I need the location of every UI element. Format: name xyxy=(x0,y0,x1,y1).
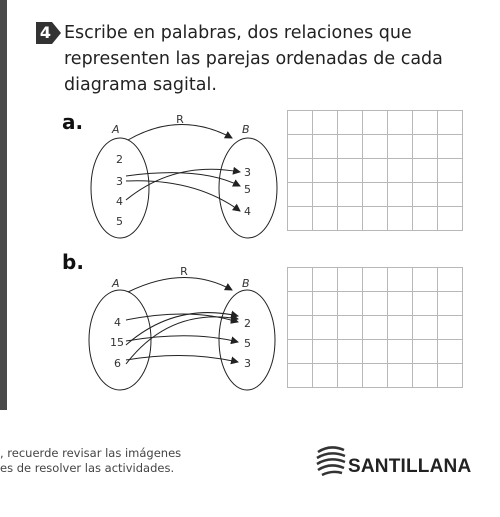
santillana-logo-icon xyxy=(314,442,348,484)
relation-name: R xyxy=(176,113,184,126)
item-label-b: b. xyxy=(62,250,84,274)
set-b-element: 5 xyxy=(244,337,251,350)
footer-line: es de resolver las actividades. xyxy=(0,461,175,475)
set-a-element: 2 xyxy=(116,153,123,166)
sagittal-diagram-a xyxy=(80,108,280,248)
answer-grid-a[interactable] xyxy=(287,110,463,231)
set-a-element: 4 xyxy=(114,316,121,329)
sagittal-diagram-b xyxy=(80,262,280,402)
answer-grid-b[interactable] xyxy=(287,267,463,388)
set-a-name: A xyxy=(112,123,120,136)
set-a-name: A xyxy=(112,277,120,290)
relation-arrow xyxy=(128,277,232,292)
set-b-element: 2 xyxy=(244,317,251,330)
set-a-element: 15 xyxy=(110,336,124,349)
brand-logo xyxy=(314,442,474,484)
set-b-name: B xyxy=(242,277,250,290)
exercise-number-badge xyxy=(36,20,62,46)
relation-name: R xyxy=(180,265,188,278)
brand-name: SANTILLANA xyxy=(348,456,472,477)
set-b-element: 5 xyxy=(244,183,251,196)
relation-arrow xyxy=(128,124,232,140)
mapping-arrow xyxy=(126,181,240,211)
exercise-instruction: Escribe en palabras, dos relaciones que representen las parejas ordenadas de cada diagrama sagital. xyxy=(64,23,443,95)
mapping-arrow xyxy=(126,336,238,342)
footer-line: , recuerde revisar las imágenes xyxy=(0,446,182,460)
set-a-element: 4 xyxy=(116,195,123,208)
set-a-element: 3 xyxy=(116,175,123,188)
set-b-name: B xyxy=(242,123,250,136)
set-b-element: 3 xyxy=(244,357,251,370)
set-b-element: 4 xyxy=(244,205,251,218)
mapping-arrow xyxy=(126,317,238,364)
item-label-a: a. xyxy=(62,110,84,134)
set-b-element: 3 xyxy=(244,166,251,179)
footer-note xyxy=(0,446,181,476)
exercise-number: 4 xyxy=(39,23,52,42)
set-a-element: 6 xyxy=(114,357,121,370)
set-a-element: 5 xyxy=(116,215,123,228)
page-left-border xyxy=(0,0,7,410)
mapping-arrow xyxy=(126,173,240,186)
